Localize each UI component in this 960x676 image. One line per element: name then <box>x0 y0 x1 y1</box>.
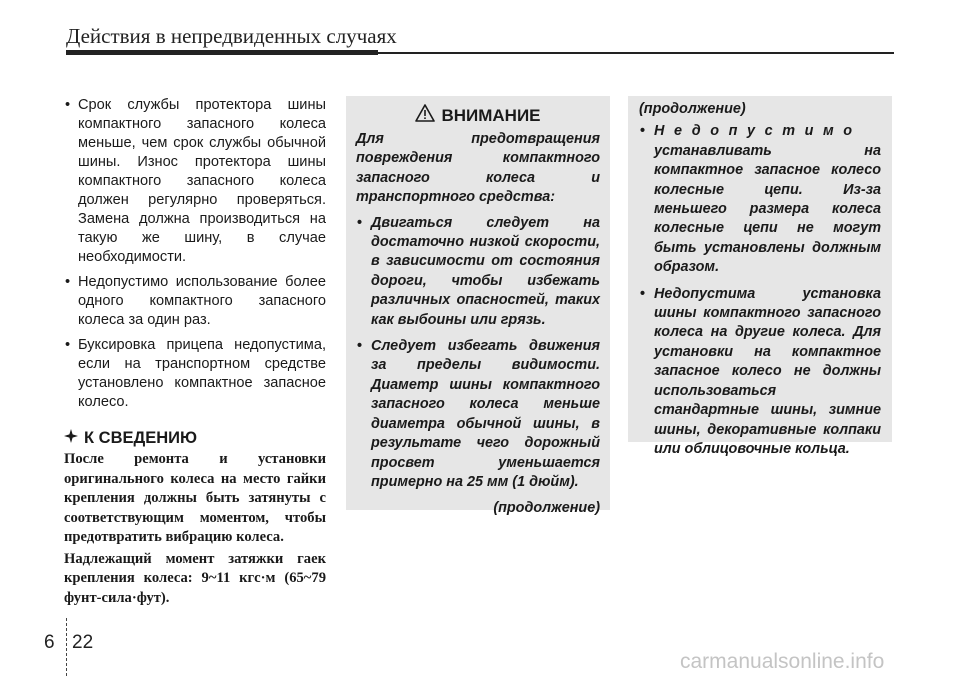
warning-box <box>346 96 610 517</box>
warning-title-text: ВНИМАНИЕ <box>441 106 541 125</box>
tire-notes-list <box>64 96 326 412</box>
note-heading <box>64 428 326 448</box>
warning-box-continued <box>628 96 892 457</box>
warning-title <box>356 104 600 128</box>
warning-list <box>356 214 600 493</box>
warning-triangle-icon <box>415 104 435 128</box>
list-item-text: Недопустима установка шины компактного запасного колеса на другие колеса. Для установки на компактное запасное колесо не должны использоваться стандартные шины, зимние шины, декоративные колпаки или облицовочные кольца. <box>654 285 881 457</box>
note-heading-text: К СВЕДЕНИЮ <box>84 429 198 447</box>
list-item <box>639 122 881 277</box>
page-number: 22 <box>72 632 94 653</box>
list-item-text: устанавливать на компактное запасное колесо колесные цепи. Из-за меньшего размера колеса колесные цепи не могут быть установлены должным образом. <box>654 142 881 276</box>
continued-label: (продолжение) <box>493 500 600 517</box>
chapter-number: 6 <box>44 632 55 653</box>
spaced-word: Недопустимо <box>654 123 862 140</box>
asterisk-cross-icon <box>64 428 78 448</box>
footer-divider <box>66 618 67 676</box>
list-item <box>639 285 881 460</box>
note-paragraph: Надлежащий момент затяжки гаек крепления колеса: 9~11 кгс·м (65~79 фунт-сила·фут). <box>64 550 326 606</box>
list-item: • Двигаться следует на достаточно низкой скорости, в зависимости от состояния дороги, чтобы избежать различных опасностей, таких как выбоины или грязь. <box>356 214 600 330</box>
warning-list <box>639 122 881 459</box>
list-item: • Недопустимо использование более одного компактного запасного колеса за один раз. <box>64 273 326 330</box>
continued-label: (продолжение) <box>639 101 746 117</box>
page-header-title: Действия в непредвиденных случаях <box>66 24 397 48</box>
list-item: • Буксировка прицепа недопустима, если на транспортном средстве установлено компактное запасное колесо. <box>64 336 326 412</box>
list-item: • Срок службы протектора шины компактного запасного колеса меньше, чем срок службы обычной шины. Износ протектора шины компактного запасного колеса должен регулярно проверяться. Замена должна производиться на такую же шину, в случае необходимости. <box>64 96 326 267</box>
list-item: • Следует избегать движения за пределы видимости. Диаметр шины компактного запасного колеса меньше диаметра обычной шины, в результате чего дорожный просвет уменьшается примерно на 25 мм (1 дюйм). <box>356 337 600 492</box>
note-paragraph: После ремонта и установки оригинального колеса на место гайки крепления должны быть затянуты с соответствующим моментом, чтобы предотвратить вибрацию колеса. <box>64 451 326 545</box>
watermark: carmanualsonline.info <box>680 650 885 673</box>
left-column <box>64 96 326 608</box>
header-rule <box>66 52 894 54</box>
warning-intro: Для предотвращения повреждения компактного запасного колеса и транспортного средства: <box>356 131 600 206</box>
